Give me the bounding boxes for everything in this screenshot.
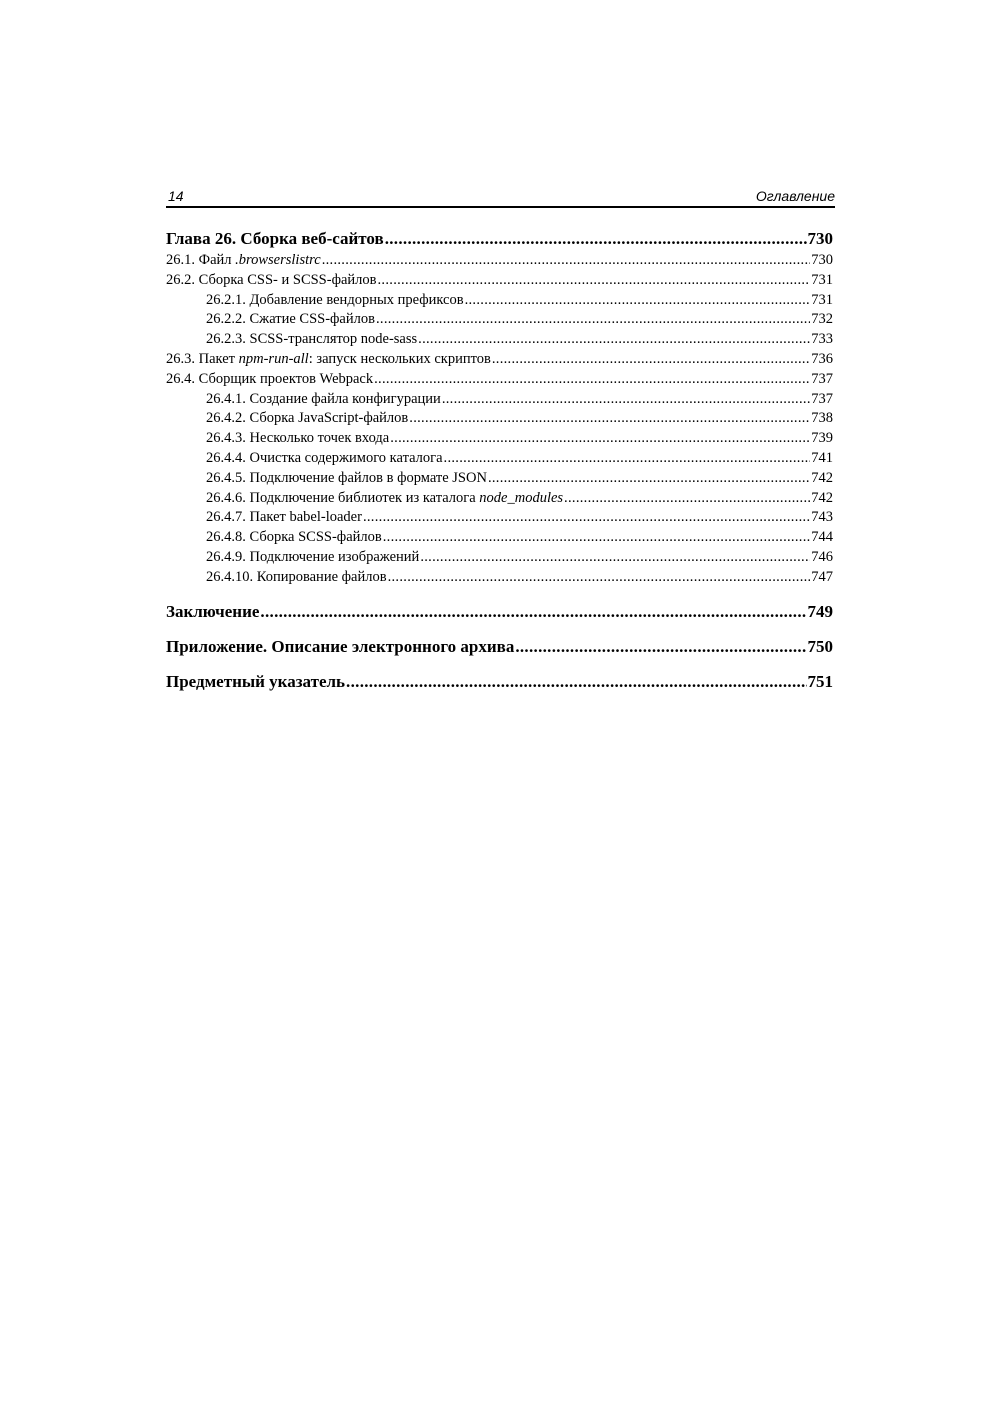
toc-entry-26-4-7[interactable]: [166, 508, 833, 528]
toc-entry-26-2[interactable]: [166, 271, 833, 291]
toc-page-number: 738: [811, 410, 833, 427]
leader-dots: [515, 636, 806, 658]
toc-entry-label: 26.2.3. SCSS-транслятор node-sass: [206, 331, 418, 348]
toc-page-number: 731: [811, 291, 833, 308]
leader-dots: [409, 409, 810, 429]
toc-entry-26-4-6[interactable]: [166, 489, 833, 509]
leader-dots: [378, 271, 811, 291]
leader-dots: [363, 508, 810, 528]
section-gap: [166, 623, 833, 636]
leader-dots: [564, 489, 810, 509]
toc-subject-index[interactable]: [166, 671, 833, 693]
leader-dots: [383, 528, 811, 548]
toc-page-number: 750: [807, 636, 833, 656]
toc-page-number: 732: [811, 311, 833, 328]
header-rule: [166, 206, 835, 208]
leader-dots: [260, 601, 806, 623]
toc-entry-label: 26.3. Пакет npm-run-all: запуск нескольких скриптов: [166, 350, 491, 367]
leader-dots: [322, 251, 811, 271]
toc-entry-26-2-2[interactable]: [166, 310, 833, 330]
table-of-contents: [166, 228, 833, 693]
toc-page-number: 742: [811, 469, 833, 486]
toc-page-number: 751: [807, 671, 833, 691]
section-gap: [166, 658, 833, 671]
toc-entry-label: 26.1. Файл .browserslistrc: [166, 252, 321, 268]
toc-entry-label: 26.4.8. Сборка SCSS-файлов: [206, 529, 382, 546]
toc-major-label: Заключение: [166, 601, 260, 621]
toc-entry-26-2-1[interactable]: [166, 291, 833, 311]
toc-page-number: 737: [811, 390, 833, 407]
toc-entry-label: 26.4.5. Подключение файлов в формате JSON: [206, 469, 487, 486]
leader-dots: [444, 449, 811, 469]
leader-dots: [388, 568, 811, 588]
toc-entry-label: 26.4.10. Копирование файлов: [206, 568, 387, 585]
toc-entry-26-4-1[interactable]: [166, 390, 833, 410]
toc-entry-26-4-8[interactable]: [166, 528, 833, 548]
leader-dots: [418, 330, 810, 350]
toc-entry-label: 26.4.7. Пакет babel-loader: [206, 509, 362, 526]
toc-major-label: Предметный указатель: [166, 671, 346, 691]
leader-dots: [465, 291, 811, 311]
toc-entry-label: 26.4.3. Несколько точек входа: [206, 430, 390, 447]
toc-entry-26-4-5[interactable]: [166, 469, 833, 489]
toc-entry-label: 26.2.1. Добавление вендорных префиксов: [206, 291, 464, 308]
toc-page-number: 746: [811, 548, 833, 565]
toc-page-number: 747: [811, 568, 833, 585]
toc-entry-26-4-10[interactable]: [166, 568, 833, 588]
toc-page-number: 736: [811, 350, 833, 367]
leader-dots: [390, 429, 810, 449]
toc-entry-label: 26.4.4. Очистка содержимого каталога: [206, 449, 443, 466]
toc-entry-26-4[interactable]: [166, 370, 833, 390]
toc-entry-label: 26.4.6. Подключение библиотек из каталога node_modules: [206, 489, 564, 506]
toc-page-number: 744: [811, 529, 833, 546]
toc-entry-label: 26.2.2. Сжатие CSS-файлов: [206, 311, 375, 328]
leader-dots: [374, 370, 810, 390]
page-number: 14: [168, 188, 184, 204]
leader-dots: [376, 310, 810, 330]
leader-dots: [442, 390, 810, 410]
toc-entry-label: 26.2. Сборка CSS- и SCSS-файлов: [166, 271, 377, 288]
toc-entry-26-4-2[interactable]: [166, 409, 833, 429]
toc-chapter-26[interactable]: [166, 228, 833, 250]
leader-dots: [488, 469, 810, 489]
leader-dots: [385, 228, 807, 250]
toc-entry-26-4-3[interactable]: [166, 429, 833, 449]
leader-dots: [492, 350, 810, 370]
toc-chapter-label: Глава 26. Сборка веб-сайтов: [166, 229, 384, 248]
leader-dots: [346, 671, 806, 693]
toc-entry-label: 26.4.9. Подключение изображений: [206, 548, 420, 565]
toc-page-number: 730: [811, 252, 833, 268]
toc-entry-26-4-4[interactable]: [166, 449, 833, 469]
toc-entry-26-4-9[interactable]: [166, 548, 833, 568]
toc-page-number: 741: [811, 449, 833, 466]
toc-conclusion[interactable]: [166, 601, 833, 623]
page-header: [166, 186, 835, 206]
toc-appendix[interactable]: [166, 636, 833, 658]
toc-page-number: 749: [807, 601, 833, 621]
toc-page-number: 737: [811, 370, 833, 387]
toc-page-number: 730: [807, 229, 833, 248]
toc-page-number: 733: [811, 331, 833, 348]
toc-entry-label: 26.4.1. Создание файла конфигурации: [206, 390, 441, 407]
section-gap: [166, 588, 833, 601]
toc-entry-label: 26.4.2. Сборка JavaScript-файлов: [206, 410, 409, 427]
toc-page-number: 731: [811, 271, 833, 288]
toc-page-number: 742: [811, 489, 833, 506]
toc-page-number: 739: [811, 430, 833, 447]
toc-major-label: Приложение. Описание электронного архива: [166, 636, 515, 656]
toc-entry-26-2-3[interactable]: [166, 330, 833, 350]
toc-page-number: 743: [811, 509, 833, 526]
toc-entry-26-3[interactable]: [166, 350, 833, 370]
leader-dots: [420, 548, 810, 568]
toc-entry-26-1[interactable]: [166, 251, 833, 271]
running-title: Оглавление: [755, 188, 835, 204]
toc-entry-label: 26.4. Сборщик проектов Webpack: [166, 370, 374, 387]
